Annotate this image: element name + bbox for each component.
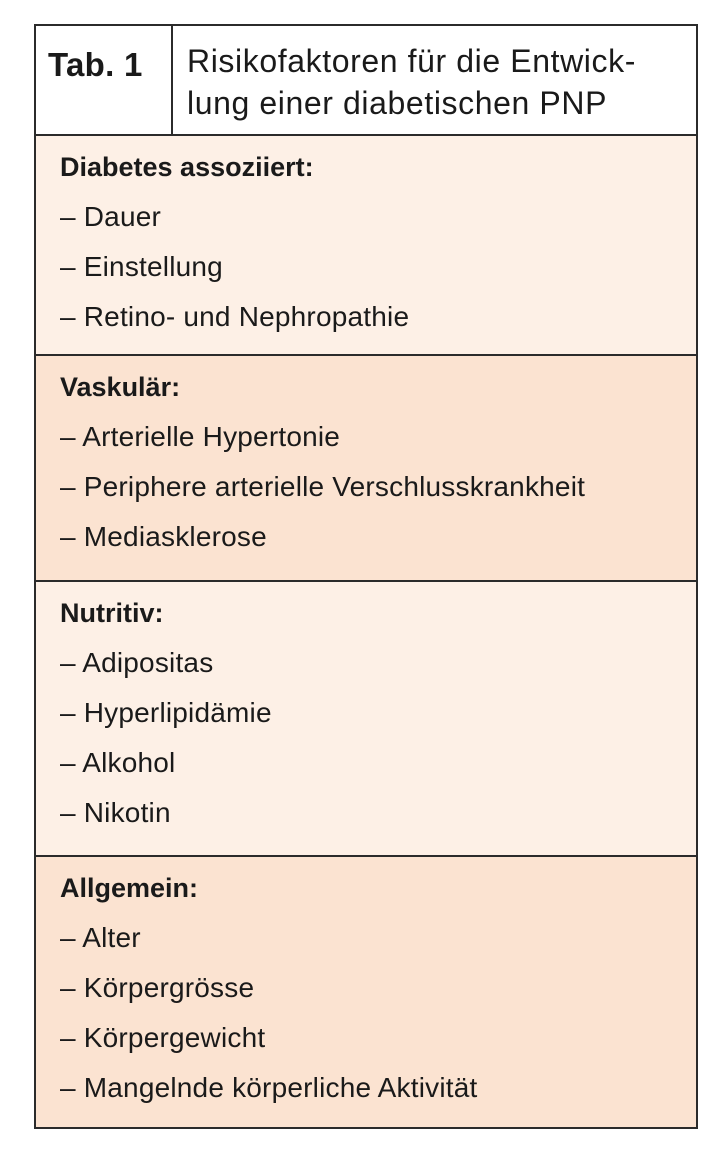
list-item: – Körpergrösse (60, 972, 255, 1003)
table-title-line-1: Risikofaktoren für die Entwick- (187, 43, 636, 79)
table-header (36, 26, 696, 136)
section-heading: Allgemein: (60, 873, 199, 903)
list-item: – Hyperlipidämie (60, 697, 272, 728)
table-title-line-2: lung einer diabetischen PNP (187, 85, 608, 121)
list-item: – Mangelnde körperliche Aktivität (60, 1072, 478, 1103)
list-item: – Alter (60, 922, 141, 953)
risk-factor-table (34, 24, 698, 1129)
section-nutritive (36, 582, 696, 857)
section-heading: Nutritiv: (60, 598, 164, 628)
section-general (36, 857, 696, 1127)
table-title (173, 20, 696, 134)
list-item: – Nikotin (60, 797, 171, 828)
list-item: – Mediasklerose (60, 521, 267, 552)
list-item: – Dauer (60, 201, 162, 232)
list-item: – Arterielle Hypertonie (60, 421, 341, 452)
section-heading: Diabetes assoziiert: (60, 152, 314, 182)
section-vascular (36, 356, 696, 582)
list-item: – Körpergewicht (60, 1022, 266, 1053)
list-item: – Periphere arterielle Verschlusskrankheit (60, 471, 586, 502)
section-heading: Vaskulär: (60, 372, 181, 402)
list-item: – Alkohol (60, 747, 176, 778)
list-item: – Einstellung (60, 251, 223, 282)
table-label: Tab. 1 (36, 26, 173, 134)
section-diabetes (36, 136, 696, 356)
list-item: – Retino- und Nephropathie (60, 301, 410, 332)
list-item: – Adipositas (60, 647, 214, 678)
